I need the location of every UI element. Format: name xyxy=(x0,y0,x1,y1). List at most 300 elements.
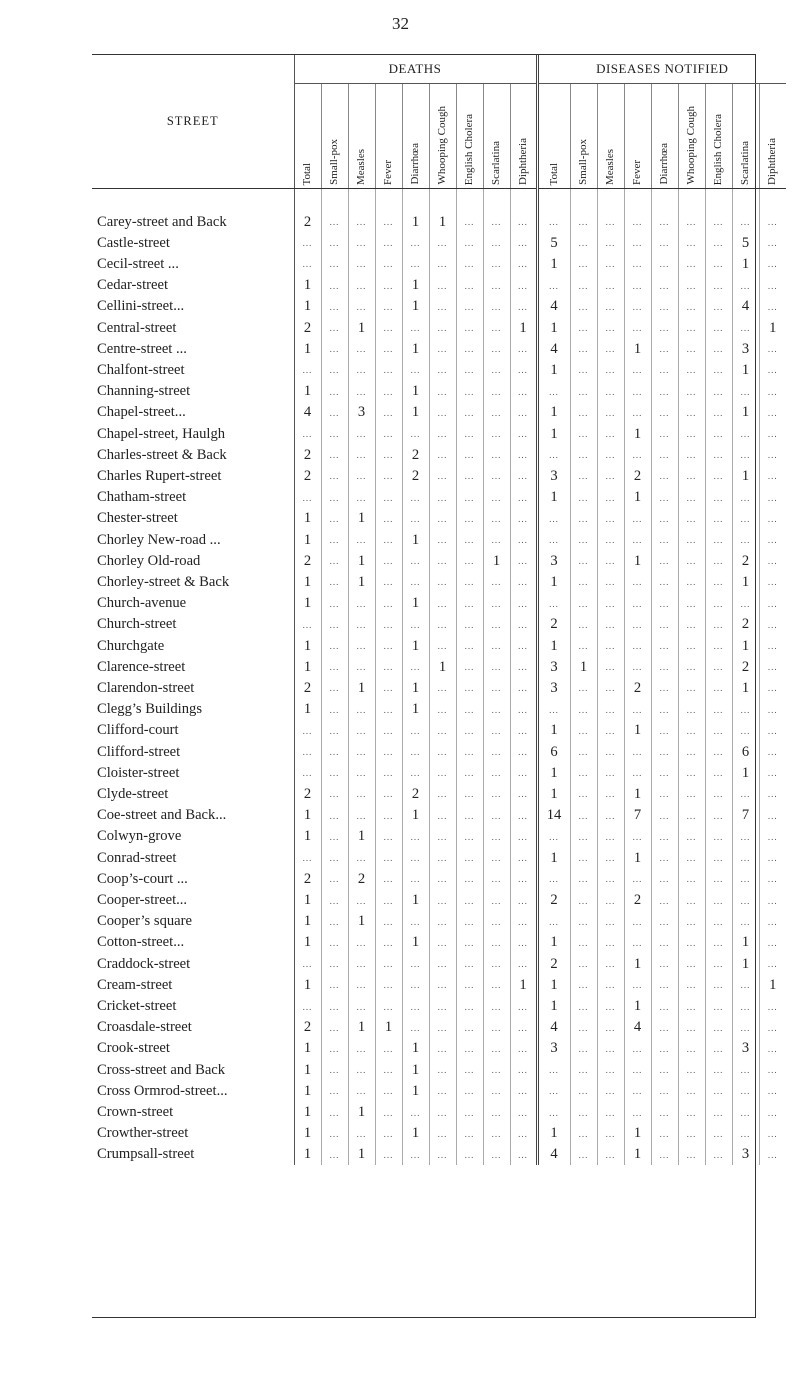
death-count-cell xyxy=(456,211,483,232)
death-count-cell xyxy=(375,847,402,868)
dot-leader: ... xyxy=(356,280,367,291)
disease-count-cell xyxy=(651,762,678,783)
dot-leader: ... xyxy=(383,683,394,694)
dot-leader: ... xyxy=(464,683,475,694)
statistics-table-frame xyxy=(92,54,779,1318)
death-count-cell xyxy=(510,911,537,932)
disease-count-cell xyxy=(759,720,786,741)
death-count-cell xyxy=(321,1038,348,1059)
dot-leader: ... xyxy=(464,429,475,440)
dot-leader: ... xyxy=(329,259,340,270)
dot-leader: ... xyxy=(605,301,616,312)
death-count-cell xyxy=(321,1059,348,1080)
death-count-cell xyxy=(375,550,402,571)
dot-leader: ... xyxy=(491,1086,502,1097)
disease-count-cell xyxy=(651,487,678,508)
street-name-cell: Charles-street & Back xyxy=(92,444,294,465)
death-count-cell xyxy=(510,805,537,826)
dot-leader: ... xyxy=(740,1001,751,1012)
dot-leader: ... xyxy=(437,937,448,948)
death-count-cell: 1 xyxy=(348,317,375,338)
death-count-cell xyxy=(429,1102,456,1123)
street-name-cell: Crumpsall-street xyxy=(92,1144,294,1165)
disease-count-cell xyxy=(597,932,624,953)
disease-count-cell: 4 xyxy=(732,296,759,317)
death-count-cell xyxy=(321,275,348,296)
dot-leader: ... xyxy=(713,959,724,970)
death-count-cell xyxy=(321,890,348,911)
death-count-cell xyxy=(483,1123,510,1144)
death-count-cell xyxy=(456,635,483,656)
death-count-cell xyxy=(375,232,402,253)
death-count-cell xyxy=(456,741,483,762)
dot-leader: ... xyxy=(356,429,367,440)
dot-leader: ... xyxy=(518,662,528,673)
disease-count-cell xyxy=(570,974,597,995)
dot-leader: ... xyxy=(605,789,616,800)
dot-leader: ... xyxy=(605,1043,616,1054)
dot-leader: ... xyxy=(767,916,778,927)
death-count-cell xyxy=(510,571,537,592)
street-name-cell: Church-avenue xyxy=(92,593,294,614)
disease-count-cell xyxy=(624,232,651,253)
disease-count-cell xyxy=(705,317,732,338)
dot-leader: ... xyxy=(605,831,616,842)
dot-leader: ... xyxy=(437,874,448,885)
disease-count-cell xyxy=(570,932,597,953)
death-count-cell xyxy=(510,381,537,402)
death-count-cell xyxy=(375,974,402,995)
death-count-cell xyxy=(321,593,348,614)
disease-count-cell xyxy=(651,826,678,847)
death-count-cell xyxy=(402,253,429,274)
dot-leader: ... xyxy=(518,386,528,397)
disease-count-cell xyxy=(759,699,786,720)
disease-count-cell xyxy=(537,1102,570,1123)
disease-count-cell xyxy=(651,953,678,974)
death-count-cell: 1 xyxy=(294,890,321,911)
page-number: 32 xyxy=(392,14,409,33)
dot-leader: ... xyxy=(578,874,589,885)
dot-leader: ... xyxy=(767,492,778,503)
death-count-cell xyxy=(483,381,510,402)
dot-leader: ... xyxy=(632,407,643,418)
street-name-cell: Crowther-street xyxy=(92,1123,294,1144)
disease-count-cell xyxy=(597,868,624,889)
disease-count-cell: 2 xyxy=(537,953,570,974)
dot-leader: ... xyxy=(713,280,724,291)
street-name-cell: Conrad-street xyxy=(92,847,294,868)
dot-leader: ... xyxy=(578,259,589,270)
dot-leader: ... xyxy=(518,513,528,524)
death-count-cell xyxy=(402,1144,429,1165)
disease-count-cell: 2 xyxy=(624,465,651,486)
dot-leader: ... xyxy=(518,217,528,227)
dot-leader: ... xyxy=(578,323,589,334)
dot-leader: ... xyxy=(578,1107,589,1118)
dot-leader: ... xyxy=(767,1149,778,1160)
dot-leader: ... xyxy=(437,280,448,291)
dot-leader: ... xyxy=(329,831,340,842)
dot-leader: ... xyxy=(518,1086,528,1097)
death-count-cell xyxy=(321,317,348,338)
dot-leader: ... xyxy=(659,535,670,546)
dot-leader: ... xyxy=(518,556,528,567)
disease-count-cell xyxy=(678,296,705,317)
dot-leader: ... xyxy=(767,810,778,821)
death-count-cell xyxy=(375,805,402,826)
dot-leader: ... xyxy=(437,259,448,270)
dot-leader: ... xyxy=(464,365,475,376)
death-count-cell: 1 xyxy=(402,1123,429,1144)
spacer-cell xyxy=(570,189,597,212)
dot-leader: ... xyxy=(437,301,448,312)
disease-count-cell xyxy=(570,1038,597,1059)
death-count-cell xyxy=(429,932,456,953)
dot-leader: ... xyxy=(632,577,643,588)
dot-leader: ... xyxy=(605,1022,616,1033)
dot-leader: ... xyxy=(383,556,394,567)
dot-leader: ... xyxy=(464,916,475,927)
dot-leader: ... xyxy=(329,386,340,397)
table-row xyxy=(92,847,786,868)
dot-leader: ... xyxy=(713,619,724,630)
dot-leader: ... xyxy=(356,598,367,609)
dot-leader: ... xyxy=(659,471,670,482)
dot-leader: ... xyxy=(437,853,448,864)
dot-leader: ... xyxy=(518,280,528,291)
disease-count-cell xyxy=(705,847,732,868)
dot-leader: ... xyxy=(605,662,616,673)
death-count-cell xyxy=(294,487,321,508)
dot-leader: ... xyxy=(578,598,589,609)
death-count-cell xyxy=(483,699,510,720)
dot-leader: ... xyxy=(383,747,394,758)
disease-count-cell xyxy=(597,253,624,274)
death-count-cell: 2 xyxy=(294,783,321,804)
death-count-cell xyxy=(483,359,510,380)
dot-leader: ... xyxy=(437,365,448,376)
dot-leader: ... xyxy=(686,1001,697,1012)
dot-leader: ... xyxy=(713,1022,724,1033)
death-count-cell: 1 xyxy=(402,890,429,911)
dot-leader: ... xyxy=(740,789,751,800)
disease-count-cell xyxy=(651,1123,678,1144)
death-count-cell xyxy=(483,847,510,868)
spacer-cell xyxy=(483,189,510,212)
dot-leader: ... xyxy=(686,768,697,779)
dot-leader: ... xyxy=(632,1086,643,1097)
dot-leader: ... xyxy=(740,1022,751,1033)
dot-leader: ... xyxy=(518,1022,528,1033)
dot-leader: ... xyxy=(659,556,670,567)
dot-leader: ... xyxy=(383,535,394,546)
dot-leader: ... xyxy=(767,937,778,948)
street-name-cell: Clarence-street xyxy=(92,656,294,677)
disease-count-cell xyxy=(705,1017,732,1038)
street-name-cell: Charles Rupert-street xyxy=(92,465,294,486)
dot-leader: ... xyxy=(437,1001,448,1012)
dot-leader: ... xyxy=(659,259,670,270)
dot-leader: ... xyxy=(329,747,340,758)
dot-leader: ... xyxy=(740,980,751,991)
dot-leader: ... xyxy=(713,535,724,546)
table-row xyxy=(92,487,786,508)
death-count-cell: 1 xyxy=(348,826,375,847)
disease-count-cell xyxy=(570,868,597,889)
death-count-cell xyxy=(402,953,429,974)
dot-leader: ... xyxy=(713,831,724,842)
dot-leader: ... xyxy=(329,619,340,630)
dot-leader: ... xyxy=(578,407,589,418)
dot-leader: ... xyxy=(383,1065,394,1076)
dot-leader: ... xyxy=(659,301,670,312)
table-row xyxy=(92,677,786,698)
disease-count-cell xyxy=(651,529,678,550)
disease-count-cell: 5 xyxy=(537,232,570,253)
death-count-cell xyxy=(483,317,510,338)
dot-leader: ... xyxy=(659,1107,670,1118)
table-row xyxy=(92,656,786,677)
disease-count-cell xyxy=(597,677,624,698)
disease-count-cell xyxy=(570,783,597,804)
dot-leader: ... xyxy=(713,513,724,524)
dot-leader: ... xyxy=(518,937,528,948)
table-row xyxy=(92,402,786,423)
death-count-cell: 1 xyxy=(348,677,375,698)
street-name-cell: Colwyn-grove xyxy=(92,826,294,847)
disease-count-cell xyxy=(678,1059,705,1080)
dot-leader: ... xyxy=(767,598,778,609)
death-count-cell xyxy=(456,465,483,486)
dot-leader: ... xyxy=(383,831,394,842)
disease-count-cell xyxy=(597,211,624,232)
dot-leader: ... xyxy=(659,704,670,715)
death-count-cell xyxy=(402,487,429,508)
spacer-cell xyxy=(732,189,759,212)
death-count-cell: 1 xyxy=(402,593,429,614)
dot-leader: ... xyxy=(491,1107,502,1118)
street-name-cell: Clarendon-street xyxy=(92,677,294,698)
dot-leader: ... xyxy=(491,874,502,885)
dot-leader: ... xyxy=(740,874,751,885)
dot-leader: ... xyxy=(437,344,448,355)
spacer-cell xyxy=(678,189,705,212)
death-count-cell: 1 xyxy=(294,1144,321,1165)
disease-count-cell xyxy=(597,296,624,317)
disease-count-cell xyxy=(597,890,624,911)
dot-leader: ... xyxy=(686,386,697,397)
death-count-cell: 1 xyxy=(375,1017,402,1038)
death-count-cell: 1 xyxy=(402,275,429,296)
disease-count-cell xyxy=(678,253,705,274)
death-count-cell xyxy=(294,614,321,635)
dot-leader: ... xyxy=(518,429,528,440)
disease-count-cell xyxy=(759,1038,786,1059)
disease-count-cell xyxy=(678,614,705,635)
death-count-cell xyxy=(375,783,402,804)
disease-count-cell xyxy=(759,762,786,783)
street-name-cell: Cross-street and Back xyxy=(92,1059,294,1080)
dot-leader: ... xyxy=(632,980,643,991)
disease-count-cell xyxy=(624,402,651,423)
dot-leader: ... xyxy=(329,1128,340,1139)
disease-count-cell xyxy=(705,444,732,465)
dot-leader: ... xyxy=(383,1086,394,1097)
death-count-cell xyxy=(510,677,537,698)
death-count-cell xyxy=(375,656,402,677)
disease-count-cell: 7 xyxy=(624,805,651,826)
death-count-cell: 1 xyxy=(402,381,429,402)
death-count-cell xyxy=(375,338,402,359)
dot-leader: ... xyxy=(659,831,670,842)
dot-leader: ... xyxy=(518,450,528,461)
death-count-cell xyxy=(348,953,375,974)
dot-leader: ... xyxy=(437,895,448,906)
disease-count-cell xyxy=(678,868,705,889)
dot-leader: ... xyxy=(659,323,670,334)
death-count-cell xyxy=(375,487,402,508)
disease-count-cell xyxy=(732,423,759,444)
deaths-diseases-table xyxy=(92,55,786,1165)
dot-leader: ... xyxy=(491,301,502,312)
dot-leader: ... xyxy=(578,980,589,991)
disease-count-cell: 1 xyxy=(624,338,651,359)
disease-count-cell xyxy=(651,847,678,868)
death-count-cell xyxy=(375,635,402,656)
dot-leader: ... xyxy=(713,492,724,503)
dot-leader: ... xyxy=(518,471,528,482)
disease-count-cell xyxy=(705,996,732,1017)
dot-leader: ... xyxy=(767,577,778,588)
dot-leader: ... xyxy=(302,259,313,270)
dot-leader: ... xyxy=(329,429,340,440)
disease-count-cell xyxy=(759,550,786,571)
death-count-cell: 1 xyxy=(294,974,321,995)
dot-leader: ... xyxy=(491,1065,502,1076)
dot-leader: ... xyxy=(686,959,697,970)
disease-count-cell xyxy=(705,911,732,932)
column-header-label: Diphtheria xyxy=(516,137,529,185)
death-count-cell xyxy=(483,1017,510,1038)
death-count-cell xyxy=(375,890,402,911)
death-count-cell xyxy=(321,296,348,317)
dot-leader: ... xyxy=(686,619,697,630)
death-count-cell xyxy=(321,974,348,995)
disease-count-cell: 1 xyxy=(537,635,570,656)
dot-leader: ... xyxy=(686,980,697,991)
dot-leader: ... xyxy=(518,916,528,927)
death-count-cell xyxy=(456,1102,483,1123)
disease-count-cell xyxy=(597,529,624,550)
death-count-cell xyxy=(429,296,456,317)
spacer-cell xyxy=(321,189,348,212)
dot-leader: ... xyxy=(464,810,475,821)
disease-count-cell xyxy=(705,487,732,508)
table-row xyxy=(92,1144,786,1165)
disease-count-cell xyxy=(537,1059,570,1080)
dot-leader: ... xyxy=(356,535,367,546)
dot-leader: ... xyxy=(659,280,670,291)
death-count-cell xyxy=(402,826,429,847)
death-count-cell xyxy=(456,826,483,847)
table-row xyxy=(92,953,786,974)
dot-leader: ... xyxy=(329,238,340,249)
dot-leader: ... xyxy=(632,1043,643,1054)
death-count-cell xyxy=(456,1059,483,1080)
disease-count-cell xyxy=(678,1123,705,1144)
dot-leader: ... xyxy=(491,238,502,249)
disease-count-cell xyxy=(651,1144,678,1165)
death-count-cell: 1 xyxy=(429,211,456,232)
dot-leader: ... xyxy=(491,365,502,376)
table-row xyxy=(92,381,786,402)
dot-leader: ... xyxy=(329,323,340,334)
disease-count-cell xyxy=(759,1123,786,1144)
disease-count-cell xyxy=(651,232,678,253)
dot-leader: ... xyxy=(740,598,751,609)
dot-leader: ... xyxy=(410,556,421,567)
death-count-cell xyxy=(321,1102,348,1123)
death-count-cell xyxy=(375,593,402,614)
death-count-cell: 1 xyxy=(402,211,429,232)
dot-leader: ... xyxy=(659,959,670,970)
dot-leader: ... xyxy=(383,429,394,440)
death-count-cell xyxy=(375,1080,402,1101)
death-count-cell xyxy=(321,1017,348,1038)
street-name-cell: Carey-street and Back xyxy=(92,211,294,232)
dot-leader: ... xyxy=(383,323,394,334)
disease-count-cell xyxy=(678,211,705,232)
death-count-cell xyxy=(402,1102,429,1123)
death-count-cell xyxy=(429,826,456,847)
street-name-cell: Clyde-street xyxy=(92,783,294,804)
dot-leader: ... xyxy=(632,916,643,927)
death-count-cell xyxy=(348,720,375,741)
death-count-cell xyxy=(375,402,402,423)
death-count-cell xyxy=(510,529,537,550)
dot-leader: ... xyxy=(605,450,616,461)
street-name-cell: Cooper’s square xyxy=(92,911,294,932)
death-count-cell xyxy=(321,635,348,656)
disease-count-cell xyxy=(678,571,705,592)
dot-leader: ... xyxy=(632,301,643,312)
disease-count-cell: 6 xyxy=(732,741,759,762)
disease-count-cell xyxy=(651,890,678,911)
disease-count-cell: 2 xyxy=(732,656,759,677)
street-name-cell: Cecil-street ... xyxy=(92,253,294,274)
dot-leader: ... xyxy=(659,429,670,440)
dot-leader: ... xyxy=(518,895,528,906)
disease-count-cell xyxy=(597,635,624,656)
death-count-cell xyxy=(510,890,537,911)
dot-leader: ... xyxy=(356,789,367,800)
disease-count-cell xyxy=(759,1059,786,1080)
table-row xyxy=(92,614,786,635)
street-name-cell: Cellini-street... xyxy=(92,296,294,317)
death-count-cell xyxy=(321,359,348,380)
dot-leader: ... xyxy=(329,810,340,821)
dot-leader: ... xyxy=(518,1128,528,1139)
dot-leader: ... xyxy=(518,577,528,588)
disease-count-cell xyxy=(759,487,786,508)
dot-leader: ... xyxy=(302,768,313,779)
death-count-cell xyxy=(375,699,402,720)
dot-leader: ... xyxy=(659,1065,670,1076)
dot-leader: ... xyxy=(464,768,475,779)
dot-leader: ... xyxy=(605,535,616,546)
disease-count-cell xyxy=(678,529,705,550)
